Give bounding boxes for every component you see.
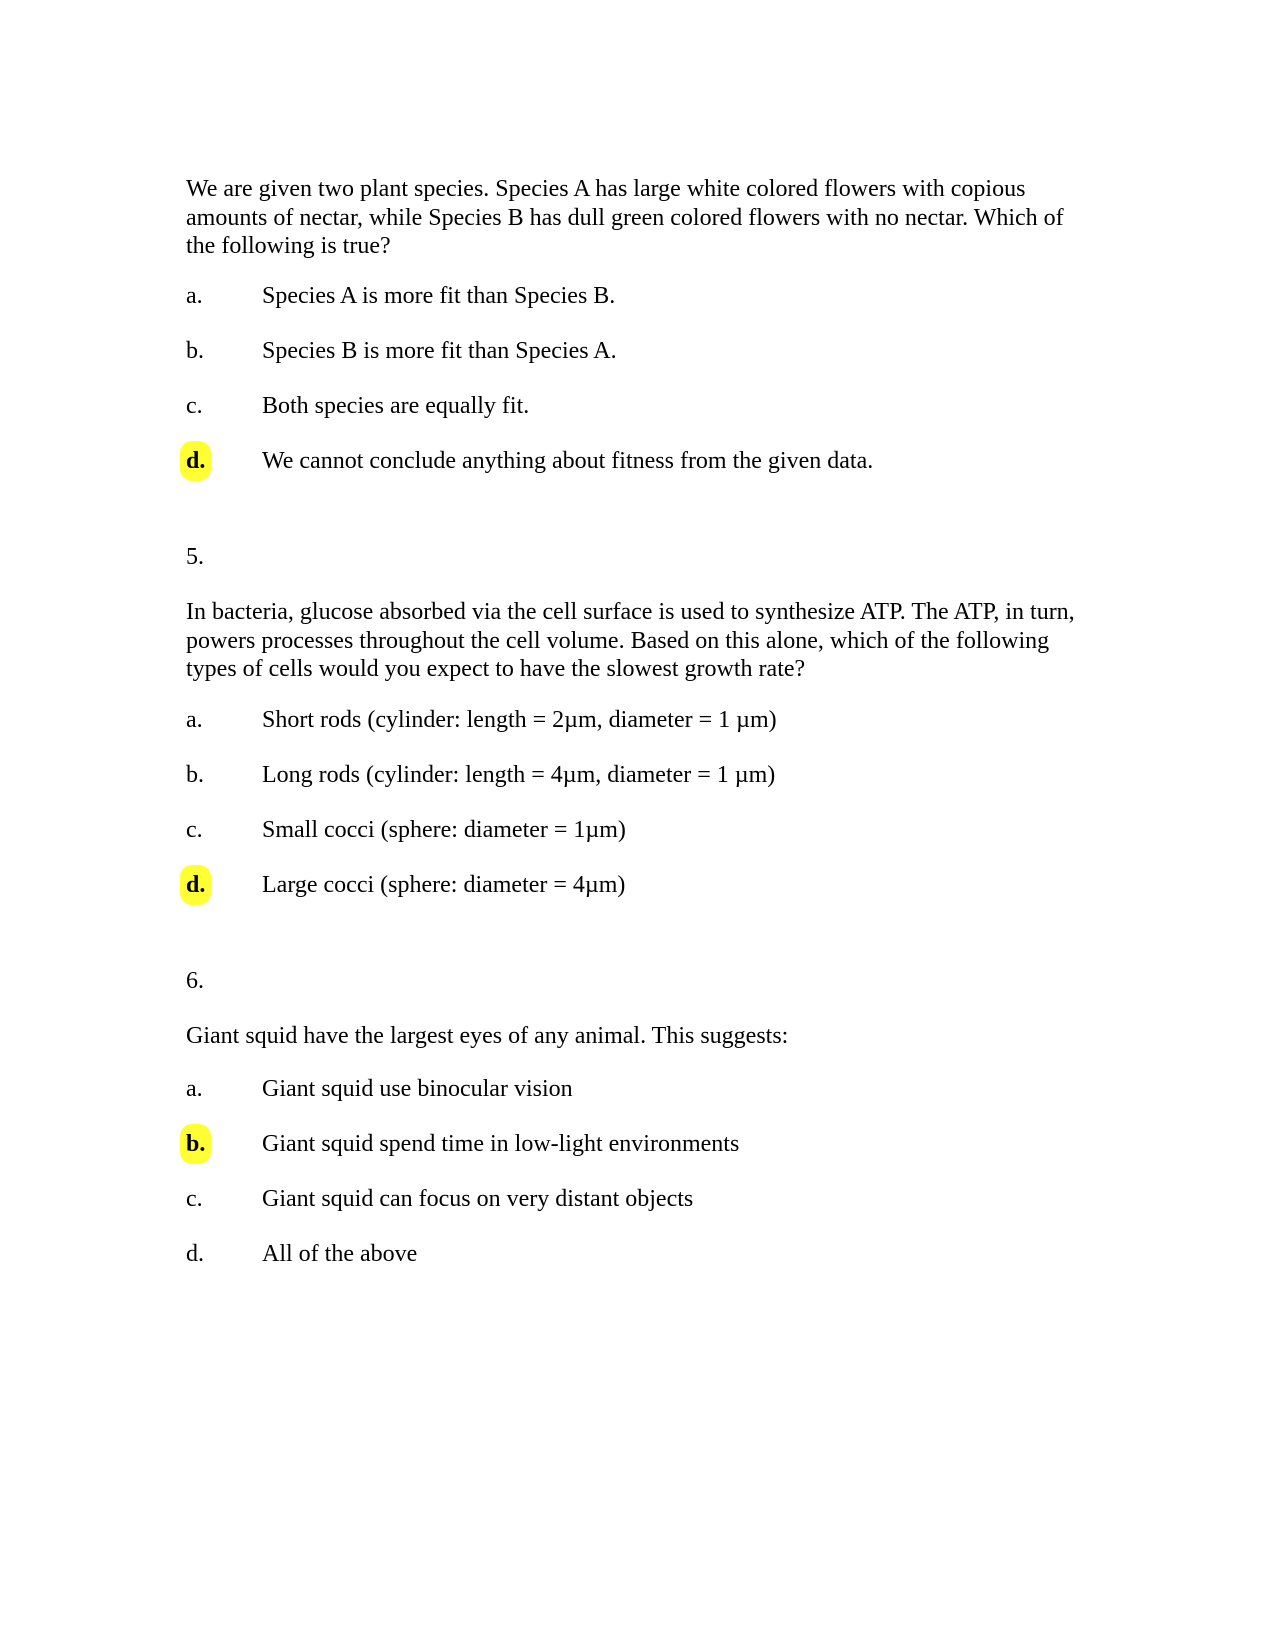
question-5-option-d: [180, 865, 1080, 905]
option-text: Large cocci (sphere: diameter = 4µm): [262, 872, 626, 898]
option-text: Short rods (cylinder: length = 2µm, diameter = 1 µm): [262, 707, 777, 733]
question-6-option-d: [180, 1234, 1080, 1274]
question-6-option-c: [180, 1179, 1080, 1219]
option-text: Giant squid use binocular vision: [262, 1076, 573, 1102]
question-4-option-c: [180, 386, 1080, 426]
option-letter: d.: [186, 1241, 204, 1267]
answer-highlight: d.: [180, 441, 211, 481]
option-letter: c.: [186, 1186, 203, 1212]
option-letter: b.: [186, 338, 204, 364]
answer-highlight: b.: [180, 1124, 211, 1164]
question-6-number: 6.: [186, 968, 204, 994]
option-text: Species A is more fit than Species B.: [262, 283, 616, 309]
option-text: Long rods (cylinder: length = 4µm, diameter = 1 µm): [262, 762, 776, 788]
option-letter: c.: [186, 393, 203, 419]
question-5-option-a: [180, 700, 1080, 740]
question-4-text: We are given two plant species. Species A has large white colored flowers with copious amounts of nectar, while Species B has dull green colored flowers with no nectar. Which of the following is true?: [186, 176, 1064, 259]
question-6-option-b: [180, 1124, 1080, 1164]
answer-highlight: d.: [180, 865, 211, 905]
option-letter: a.: [186, 1076, 203, 1102]
question-6-option-a: [180, 1069, 1080, 1109]
question-5-option-b: [180, 755, 1080, 795]
question-4-option-a: [180, 276, 1080, 316]
option-letter: c.: [186, 817, 203, 843]
question-6-text: Giant squid have the largest eyes of any animal. This suggests:: [186, 1023, 789, 1049]
option-text: Giant squid spend time in low-light environments: [262, 1131, 740, 1157]
question-4-option-d: [180, 441, 1080, 481]
question-4-option-b: [180, 331, 1080, 371]
question-5-text: In bacteria, glucose absorbed via the cell surface is used to synthesize ATP. The ATP, in turn, powers processes throughout the cell volume. Based on this alone, which of the following types of cells would you expect to have the slowest growth rate?: [186, 599, 1075, 682]
question-5-option-c: [180, 810, 1080, 850]
option-text: All of the above: [262, 1241, 418, 1267]
question-5-number: 5.: [186, 544, 204, 570]
option-text: Both species are equally fit.: [262, 393, 530, 419]
option-text: Small cocci (sphere: diameter = 1µm): [262, 817, 626, 843]
option-text: Species B is more fit than Species A.: [262, 338, 617, 364]
option-letter: a.: [186, 283, 203, 309]
option-text: We cannot conclude anything about fitness from the given data.: [262, 448, 874, 474]
option-text: Giant squid can focus on very distant objects: [262, 1186, 694, 1212]
option-letter: a.: [186, 707, 203, 733]
option-letter: b.: [186, 762, 204, 788]
